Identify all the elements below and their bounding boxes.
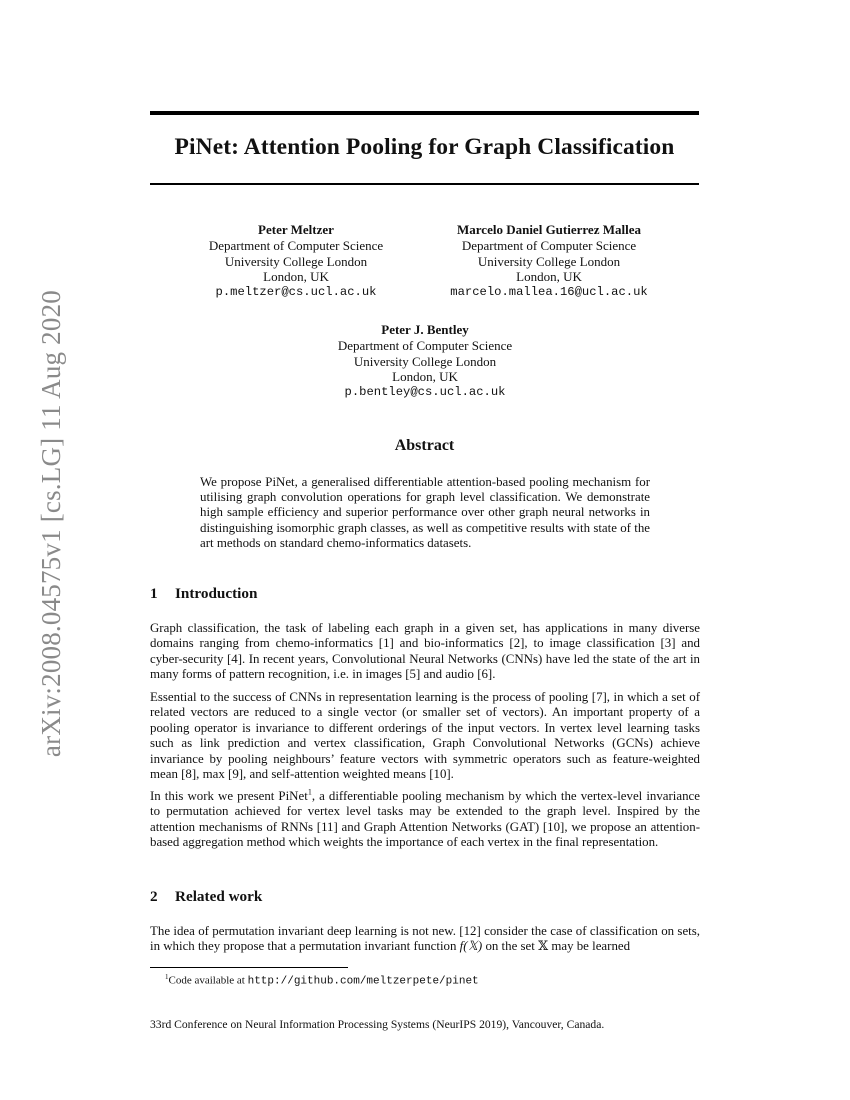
author-block (305, 322, 545, 401)
section-heading (150, 888, 262, 906)
author-name: Peter Meltzer (258, 222, 334, 237)
arxiv-identifier-text: arXiv:2008.04575v1 [cs.LG] 11 Aug 2020 (36, 290, 66, 758)
paragraph: Essential to the success of CNNs in representation learning is the process of pooling [7], in which a set of related vectors are reduced to a single vector (or smaller set of vectors). An important property of a pooling operator is invariance to different orderings of the input vectors. In vertex level learning tasks such as link prediction and vertex classification, Graph Convolutional Networks (GCNs) achieve invariance by pooling neighbours’ feature vectors with symmetric operators such as feature-weighted mean [8], max [9], and self-attention weighted means [10]. (150, 690, 700, 782)
math-symbol: 𝕏 (538, 939, 549, 954)
title-bottom-rule (150, 183, 699, 185)
paragraph-text: on the set (482, 939, 539, 954)
author-name: Marcelo Daniel Gutierrez Mallea (457, 222, 641, 237)
author-institution: University College London (353, 353, 497, 369)
author-email[interactable]: p.meltzer@cs.ucl.ac.uk (215, 285, 377, 300)
author-institution: University College London (477, 253, 621, 269)
author-location: London, UK (392, 369, 458, 385)
abstract-heading: Abstract (394, 437, 455, 454)
author-block (430, 222, 668, 301)
math-expression: f(𝕏) (459, 939, 483, 954)
footnote-text: Code available at (168, 974, 248, 987)
author-location: London, UK (516, 269, 582, 285)
footnote-marker[interactable]: 1 (307, 787, 312, 797)
author-email[interactable]: marcelo.mallea.16@ucl.ac.uk (450, 285, 648, 300)
paragraph-text: In this work we present PiNet (150, 789, 308, 803)
author-name: Peter J. Bentley (381, 322, 469, 337)
conference-note: 33rd Conference on Neural Information Processing Systems (NeurIPS 2019), Vancouver, Canada. (150, 1018, 605, 1031)
author-department: Department of Computer Science (208, 237, 384, 253)
footnote-link[interactable]: http://github.com/meltzerpete/pinet (247, 975, 479, 988)
section-number: 2 (150, 888, 158, 905)
paragraph (150, 789, 700, 851)
section-title: Introduction (175, 585, 258, 602)
paragraph: Graph classification, the task of labeling each graph in a given set, has applications in many diverse domains ranging from chemo-informatics [1] and bio-informatics [2], to image classification [3] and cyber-security [4]. In recent years, Convolutional Neural Networks (CNNs) have led the state of the art in many forms of pattern recognition, i.e. in images [5] and audio [6]. (150, 621, 700, 682)
author-department: Department of Computer Science (461, 237, 637, 253)
footnote-rule (150, 967, 348, 968)
author-department: Department of Computer Science (337, 337, 513, 353)
author-location: London, UK (263, 269, 329, 285)
footnote (165, 973, 479, 988)
section-title: Related work (175, 888, 263, 905)
footnote-mark: 1 (165, 973, 169, 981)
paragraph-text: , a differentiable pooling mechanism by which the vertex-level invariance to permutation achieved for vertex level tasks may be extended to the graph level. Inspired by the attention mechanisms of RNNs [11] and Graph Attention Networks (GAT) [10], we propose an attention-based aggregation method which weights the importance of each vertex in the final representation. (150, 789, 701, 850)
title-top-rule (150, 111, 699, 115)
author-email[interactable]: p.bentley@cs.ucl.ac.uk (344, 385, 506, 400)
author-block (186, 222, 406, 301)
section-heading (150, 585, 257, 603)
paragraph-text: The idea of permutation invariant deep learning is not new. [12] consider the case of classification on sets, in which they propose that a permutation invariant function (150, 924, 700, 954)
paragraph-text: may be learned (548, 939, 631, 954)
paragraph (150, 924, 700, 955)
section-number: 1 (150, 585, 158, 602)
abstract-text: We propose PiNet, a generalised differentiable attention-based pooling mechanism for utilising graph convolution operations for graph level classification. We demonstrate high sample efficiency and superior performance over other graph neural networks in distinguishing isomorphic graph classes, as well as competitive results with state of the art methods on standard chemo-informatics datasets. (200, 475, 650, 550)
author-institution: University College London (224, 253, 368, 269)
paper-title: PiNet: Attention Pooling for Graph Classification (174, 134, 675, 160)
